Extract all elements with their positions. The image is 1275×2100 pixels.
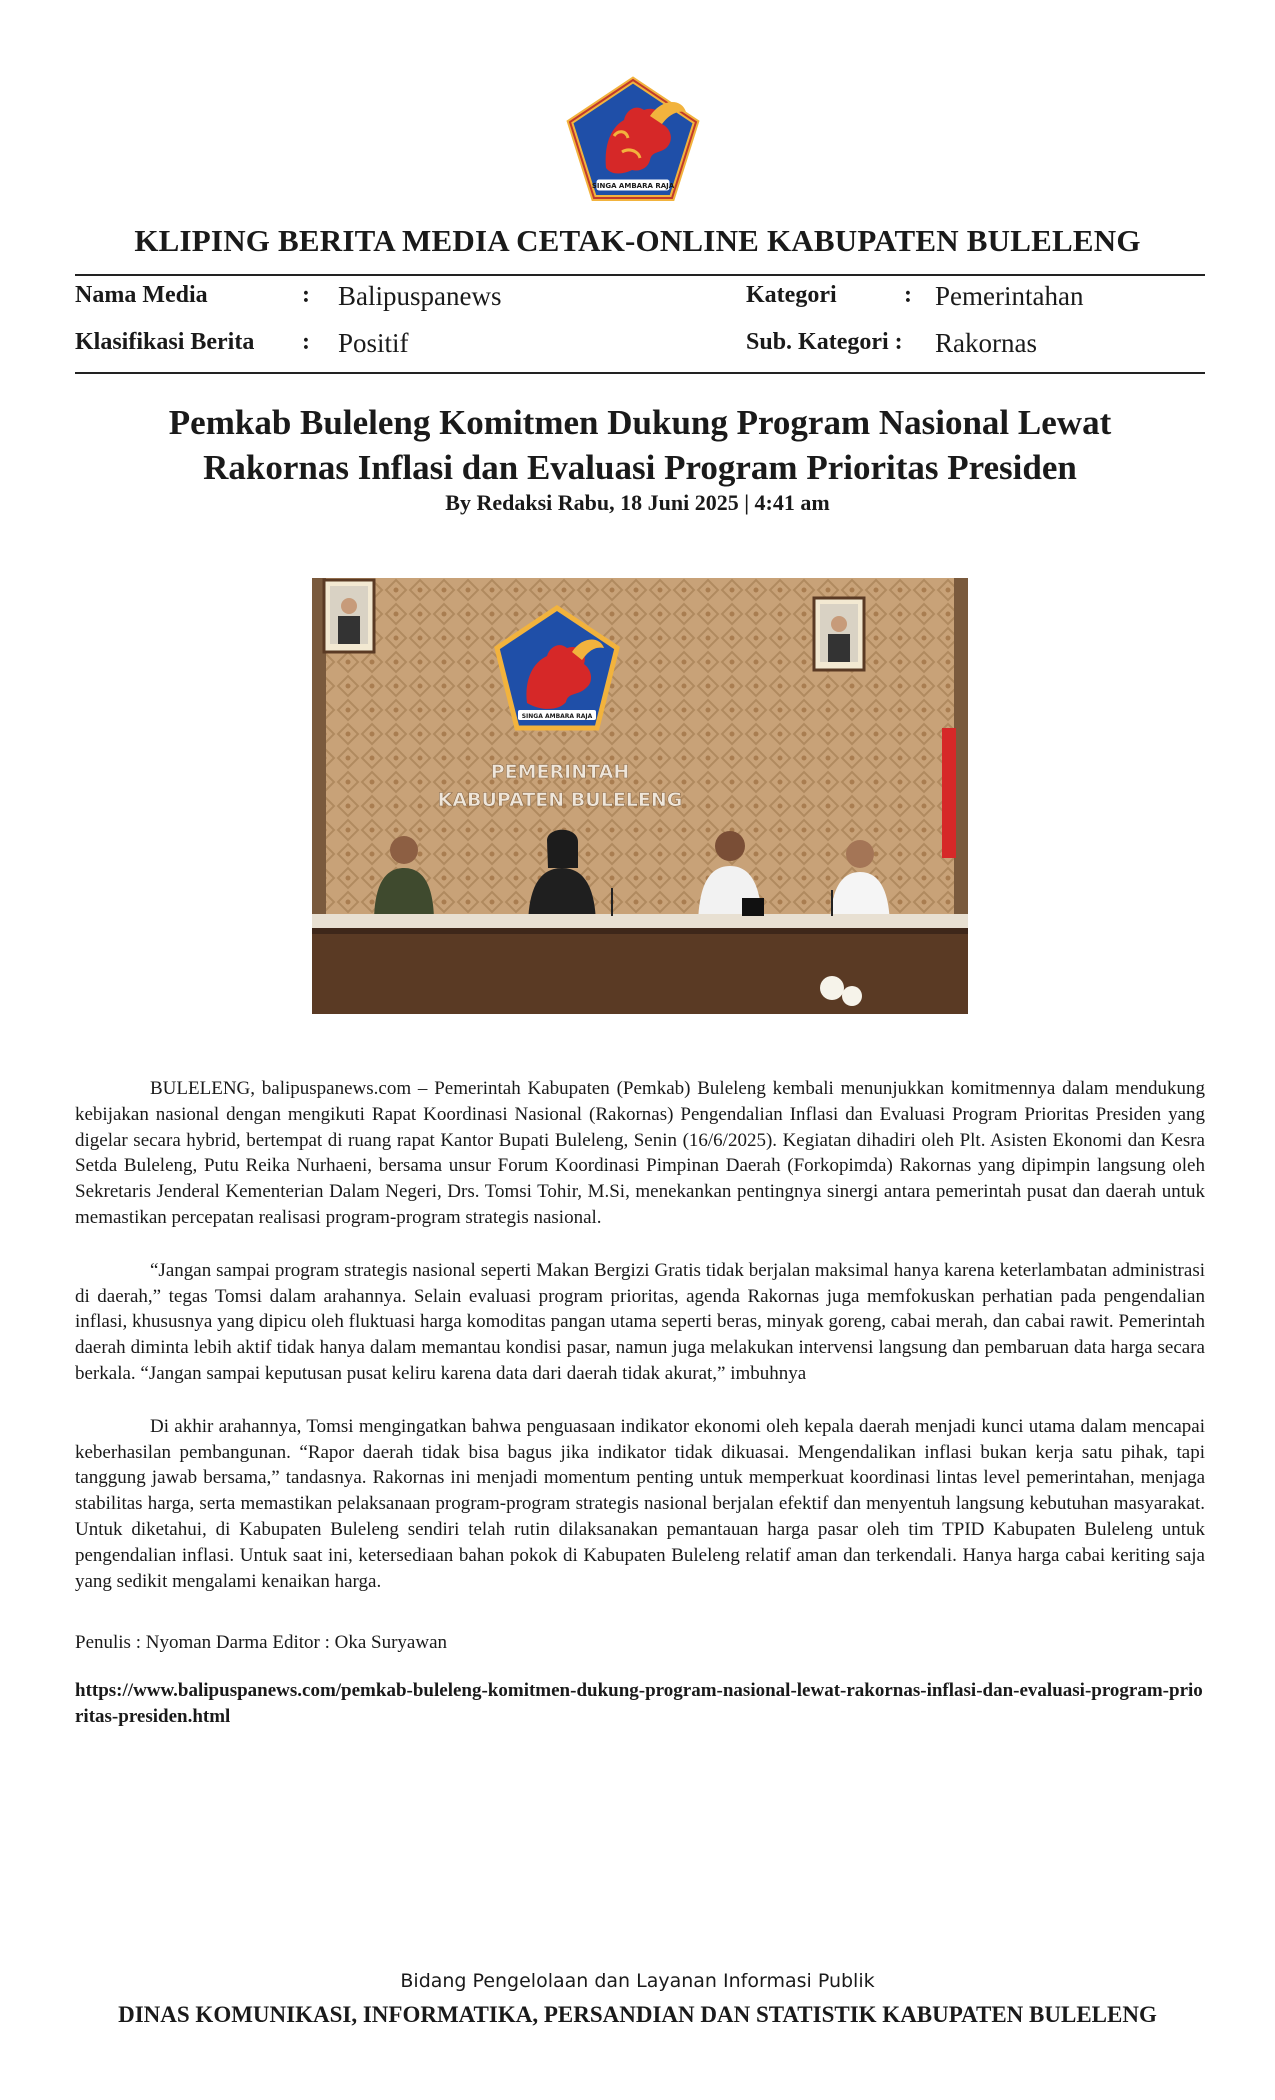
footer-agency: DINAS KOMUNIKASI, INFORMATIKA, PERSANDIAN DAN STATISTIK KABUPATEN BULELENG bbox=[118, 2002, 1157, 2027]
portrait-right bbox=[814, 598, 864, 670]
nama-media-value: Balipuspanews bbox=[338, 281, 502, 311]
klasifikasi-label: Klasifikasi Berita bbox=[75, 329, 255, 355]
kategori-value: Pemerintahan bbox=[935, 281, 1084, 311]
article-credits: Penulis : Nyoman Darma Editor : Oka Suryawan bbox=[75, 1632, 448, 1653]
article-body bbox=[75, 1076, 1205, 1621]
buleleng-crest-logo bbox=[566, 76, 700, 202]
footer-department: Bidang Pengelolaan dan Layanan Informasi Publik bbox=[400, 1970, 875, 1992]
article-title bbox=[75, 400, 1205, 490]
logo-caption: SINGA AMBARA RAJA bbox=[591, 182, 675, 190]
divider-bottom bbox=[75, 372, 1205, 374]
sub-kategori-value: Rakornas bbox=[935, 328, 1037, 358]
article-title-line-1: Pemkab Buleleng Komitmen Dukung Program Nasional Lewat bbox=[168, 403, 1112, 442]
sub-kategori-label: Sub. Kategori : bbox=[746, 329, 903, 355]
klasifikasi-value: Positif bbox=[338, 328, 409, 358]
nama-media-colon: : bbox=[302, 282, 310, 308]
kategori-colon: : bbox=[904, 282, 912, 308]
paragraph-3: Di akhir arahannya, Tomsi mengingatkan bahwa penguasaan indikator ekonomi oleh kepala daerah menjadi kunci utama dalam mencapai keberhasilan pembangunan. “Rapor daerah tidak bisa bagus jika indikator tidak dikuasai. Mengendalikan inflasi bukan kerja satu pihak, tapi tanggung jawab bersama,” tandasnya. Rakornas ini menjadi momentum penting untuk memperkuat koordinasi lintas level pemerintahan, menjaga stabilitas harga, serta memastikan pelaksanaan program-program strategis nasional berjalan efektif dan menyentuh langsung kebutuhan masyarakat. Untuk diketahui, di Kabupaten Buleleng sendiri telah rutin dilaksanakan pemantauan harga pasar oleh tim TPID Kabupaten Buleleng untuk pengendalian inflasi. Untuk saat ini, ketersediaan bahan pokok di Kabupaten Buleleng relatif aman dan terkendali. Hanya harga cabai keriting saja yang sedikit mengalami kenaikan harga. bbox=[75, 1415, 1205, 1592]
wall-sign-line-1: PEMERINTAH bbox=[490, 761, 630, 783]
article-byline: By Redaksi Rabu, 18 Juni 2025 | 4:41 am bbox=[445, 490, 830, 515]
nama-media-label: Nama Media bbox=[75, 282, 208, 308]
paragraph-1: BULELENG, balipuspanews.com – Pemerintah Kabupaten (Pemkab) Buleleng kembali menunjukkan komitmennya dalam mendukung kebijakan nasional dengan mengikuti Rapat Koordinasi Nasional (Rakornas) Pengendalian Inflasi dan Evaluasi Program Prioritas Presiden yang digelar secara hybrid, bertempat di ruang rapat Kantor Bupati Buleleng, Senin (16/6/2025). Kegiatan dihadiri oleh Plt. Asisten Ekonomi dan Kesra Setda Buleleng, Putu Reika Nurhaeni, bersama unsur Forum Koordinasi Pimpinan Daerah (Forkopimda) Rakornas yang dipimpin langsung oleh Sekretaris Jenderal Kementerian Dalam Negeri, Drs. Tomsi Tohir, M.Si, menekankan pentingnya sinergi antara pemerintah pusat dan daerah untuk memastikan percepatan realisasi program-program strategis nasional. bbox=[75, 1078, 1205, 1228]
divider-top bbox=[75, 274, 1205, 276]
source-url-link[interactable]: https://www.balipuspanews.com/pemkab-buleleng-komitmen-dukung-program-nasional-lewat-rakornas-inflasi-dan-evaluasi-program-prioritas-presiden.html bbox=[75, 1680, 1203, 1727]
page-title: KLIPING BERITA MEDIA CETAK-ONLINE KABUPATEN BULELENG bbox=[134, 223, 1141, 258]
portrait-left bbox=[324, 580, 374, 652]
wall-sign-line-2: KABUPATEN BULELENG bbox=[437, 789, 683, 811]
wall-crest-caption: SINGA AMBARA RAJA bbox=[521, 713, 593, 720]
paragraph-2: “Jangan sampai program strategis nasional seperti Makan Bergizi Gratis tidak berjalan maksimal hanya karena keterlambatan administrasi di daerah,” tegas Tomsi dalam arahannya. Selain evaluasi program prioritas, agenda Rakornas juga memfokuskan perhatian pada pengendalian inflasi, khususnya yang dipicu oleh fluktuasi harga komoditas pangan utama seperti beras, minyak goreng, cabai merah, dan cabai rawit. Pemerintah daerah diminta lebih aktif tidak hanya dalam memantau kondisi pasar, namun juga melakukan intervensi langsung dan pembaruan data harga secara berkala. “Jangan sampai keputusan pusat keliru karena data dari daerah tidak akurat,” imbuhnya bbox=[75, 1259, 1205, 1384]
article-title-line-2: Rakornas Inflasi dan Evaluasi Program Prioritas Presiden bbox=[203, 448, 1077, 487]
klasifikasi-colon: : bbox=[302, 329, 310, 355]
kategori-label: Kategori bbox=[746, 282, 837, 308]
article-photo bbox=[312, 578, 968, 1014]
